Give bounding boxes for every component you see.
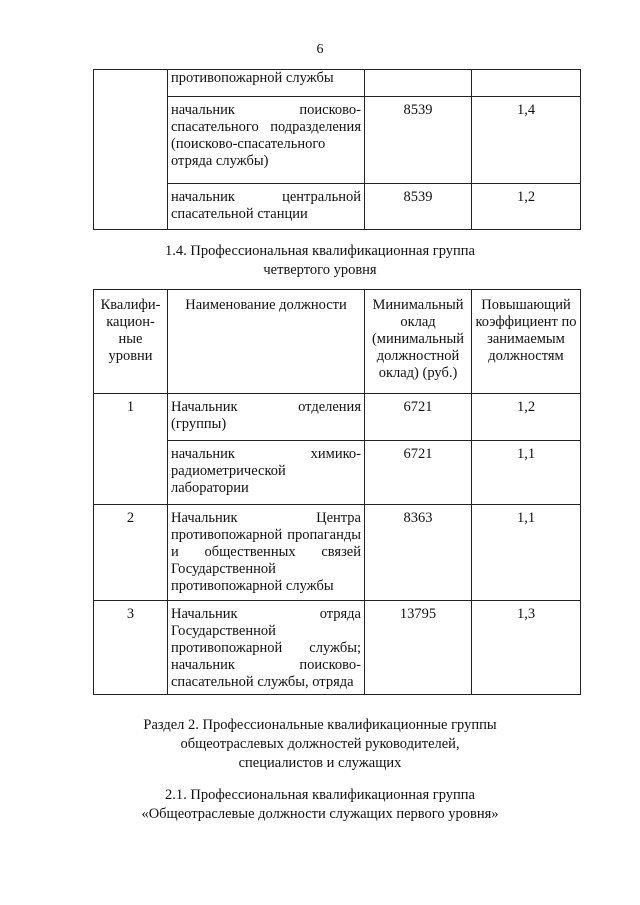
salary-cell: 13795 bbox=[365, 601, 472, 695]
position-name-cell: противопожарной службы bbox=[168, 70, 365, 97]
coefficient-cell: 1,1 bbox=[472, 505, 581, 601]
heading-line: специалистов и служащих bbox=[238, 755, 402, 771]
position-name-cell: начальник поисково-спасательного подразделения (поисково-спасательного отряда службы) bbox=[168, 97, 365, 184]
coefficient-cell: 1,4 bbox=[472, 97, 581, 184]
level-cell-empty bbox=[94, 70, 168, 230]
heading-line: 1.4. Профессиональная квалификационная группа bbox=[165, 243, 475, 259]
coefficient-cell: 1,3 bbox=[472, 601, 581, 695]
table-row bbox=[94, 441, 581, 505]
heading-line: четвертого уровня bbox=[263, 262, 377, 278]
table-row bbox=[94, 601, 581, 695]
coefficient-cell bbox=[472, 70, 581, 97]
header-coefficient: Повышающий коэффициент по занимаемым должностям bbox=[472, 290, 581, 394]
salary-cell: 8539 bbox=[365, 97, 472, 184]
position-name-cell: начальник химико-радиометрической лаборатории bbox=[168, 441, 365, 505]
heading-line: 2.1. Профессиональная квалификационная группа bbox=[165, 787, 475, 803]
heading-line: «Общеотраслевые должности служащих первого уровня» bbox=[141, 806, 499, 822]
salary-cell: 8363 bbox=[365, 505, 472, 601]
table-row bbox=[94, 97, 581, 184]
header-minimum-salary: Минимальный оклад (минимальный должностной оклад) (руб.) bbox=[365, 290, 472, 394]
page-number: 6 bbox=[316, 42, 324, 57]
level-cell: 1 bbox=[94, 394, 168, 505]
heading-line: Раздел 2. Профессиональные квалификационные группы bbox=[143, 717, 497, 733]
salary-cell bbox=[365, 70, 472, 97]
level-cell: 3 bbox=[94, 601, 168, 695]
table-row bbox=[94, 184, 581, 230]
table-header-row bbox=[94, 290, 581, 394]
coefficient-cell: 1,2 bbox=[472, 184, 581, 230]
positions-table-continued bbox=[93, 69, 581, 230]
salary-cell: 8539 bbox=[365, 184, 472, 230]
table-row bbox=[94, 394, 581, 441]
section-heading-2-1 bbox=[0, 786, 640, 824]
table-row bbox=[94, 505, 581, 601]
header-position-name: Наименование должности bbox=[168, 290, 365, 394]
positions-table-level-4 bbox=[93, 289, 581, 695]
section-heading-1-4 bbox=[0, 242, 640, 280]
position-name-cell: Начальник Центра противопожарной пропаганды и общественных связей Государственной противопожарной службы bbox=[168, 505, 365, 601]
heading-line: общеотраслевых должностей руководителей, bbox=[180, 736, 460, 752]
position-name-cell: Начальник отделения (группы) bbox=[168, 394, 365, 441]
coefficient-cell: 1,2 bbox=[472, 394, 581, 441]
position-name-cell: Начальник отряда Государственной противопожарной службы; начальник поисково-спасательной службы, отряда bbox=[168, 601, 365, 695]
level-cell: 2 bbox=[94, 505, 168, 601]
position-name-cell: начальник центральной спасательной станции bbox=[168, 184, 365, 230]
header-qualification-levels: Квалифи-кацион-ные уровни bbox=[94, 290, 168, 394]
table-row bbox=[94, 70, 581, 97]
salary-cell: 6721 bbox=[365, 441, 472, 505]
section-2-heading bbox=[0, 716, 640, 773]
coefficient-cell: 1,1 bbox=[472, 441, 581, 505]
salary-cell: 6721 bbox=[365, 394, 472, 441]
